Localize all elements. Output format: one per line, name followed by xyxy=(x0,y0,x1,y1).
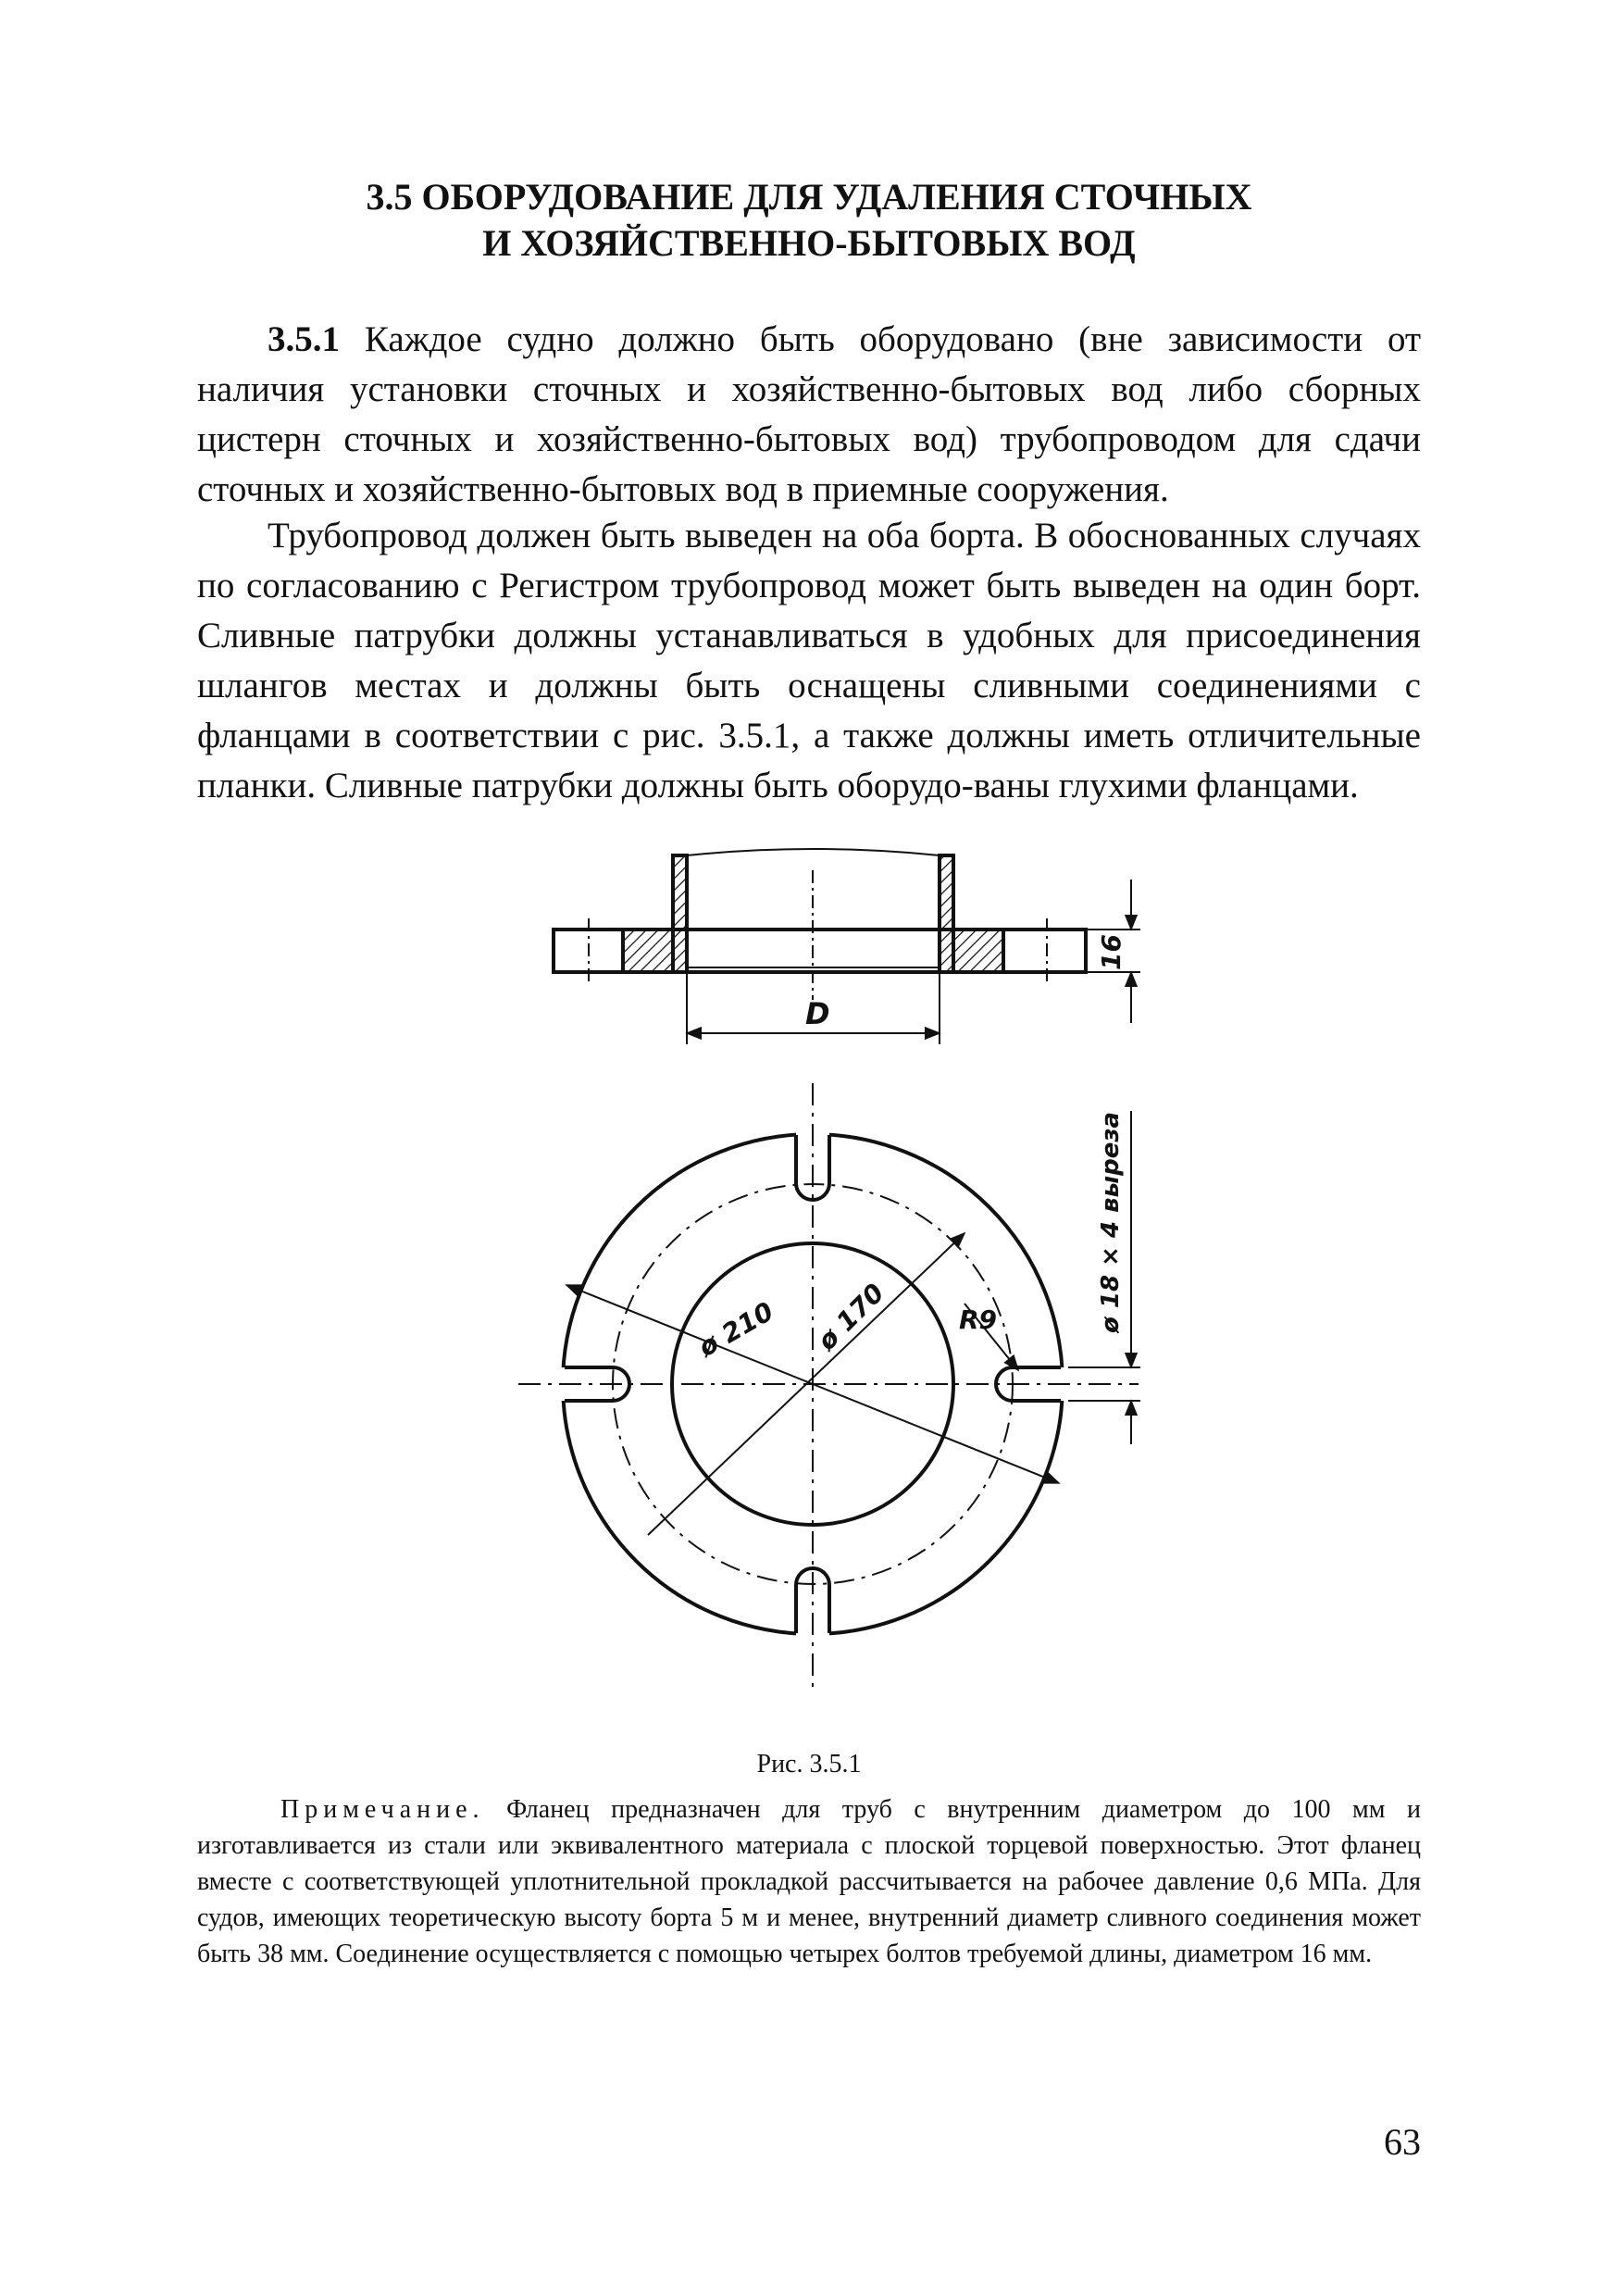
dimension-label-16: 16 xyxy=(1096,934,1126,970)
paragraph-text: Каждое судно должно быть оборудовано (вне зависимости от наличия установки сточных и хозяйственно-бытовых вод либо сборных цистерн сточных и хозяйственно-бытовых вод) трубопроводом для сдачи сточных и хозяйственно-бытовых вод в приемные сооружения. xyxy=(197,319,1421,509)
flange-section-right xyxy=(953,930,1003,972)
page-number: 63 xyxy=(1384,2121,1421,2163)
pipe-wall-left xyxy=(673,855,687,972)
section-heading xyxy=(0,174,1618,267)
pipe-top-edge xyxy=(687,849,940,855)
paragraph-text: Трубопровод должен быть выведен на оба борта. В обоснованных случаях по согласованию с Регистром трубопровод может быть выведен на один борт. Сливные патрубки должны устанавливаться в удобных для присоединения шлангов местах и должны быть оснащены сливными соединениями с фланцами в соответствии с рис. 3.5.1, а также должны иметь отличительные планки. Сливные патрубки должны быть оборудо-ваны глухими фланцами. xyxy=(197,516,1421,805)
section-heading-line-1: 3.5 ОБОРУДОВАНИЕ ДЛЯ УДАЛЕНИЯ СТОЧНЫХ xyxy=(366,176,1252,218)
pipe-wall-right xyxy=(940,855,953,972)
flange-section-left xyxy=(623,930,673,972)
dimension-label-d170: ø 170 xyxy=(811,1277,890,1356)
flange-drawing xyxy=(0,833,1618,1741)
note-paragraph xyxy=(197,1791,1421,1972)
flange-plan-view xyxy=(518,1083,1140,1690)
paragraph-pipeline xyxy=(197,511,1421,811)
dimension-label-D: D xyxy=(805,996,830,1031)
note-text: Фланец предназначен для труб с внутренним диаметром до 100 мм и изготавливается из стали или эквивалентного материала с плоской торцевой поверхностью. Этот фланец вместе с соответствующей уплотнительной прокладкой рассчитывается на рабочее давление 0,6 МПа. Для судов, имеющих теоретическую высоту борта 5 м и менее, внутренний диаметр сливного соединения может быть 38 мм. Соединение осуществляется с помощью четырех болтов требуемой длины, диаметром 16 мм. xyxy=(197,1795,1421,1968)
dimension-label-slots: ø 18 × 4 вырeза xyxy=(1097,1112,1125,1333)
section-heading-line-2: И ХОЗЯЙСТВЕННО-БЫТОВЫХ ВОД xyxy=(482,222,1136,264)
flange-section-view xyxy=(554,849,1140,1044)
dimension-label-R9: R9 xyxy=(959,1304,998,1335)
figure-caption: Рис. 3.5.1 xyxy=(756,1750,862,1778)
clause-number: 3.5.1 xyxy=(268,319,340,359)
dimension-label-d210: ø 210 xyxy=(693,1295,779,1364)
note-label: Примечание. xyxy=(280,1795,485,1824)
paragraph-3-5-1 xyxy=(197,315,1421,515)
